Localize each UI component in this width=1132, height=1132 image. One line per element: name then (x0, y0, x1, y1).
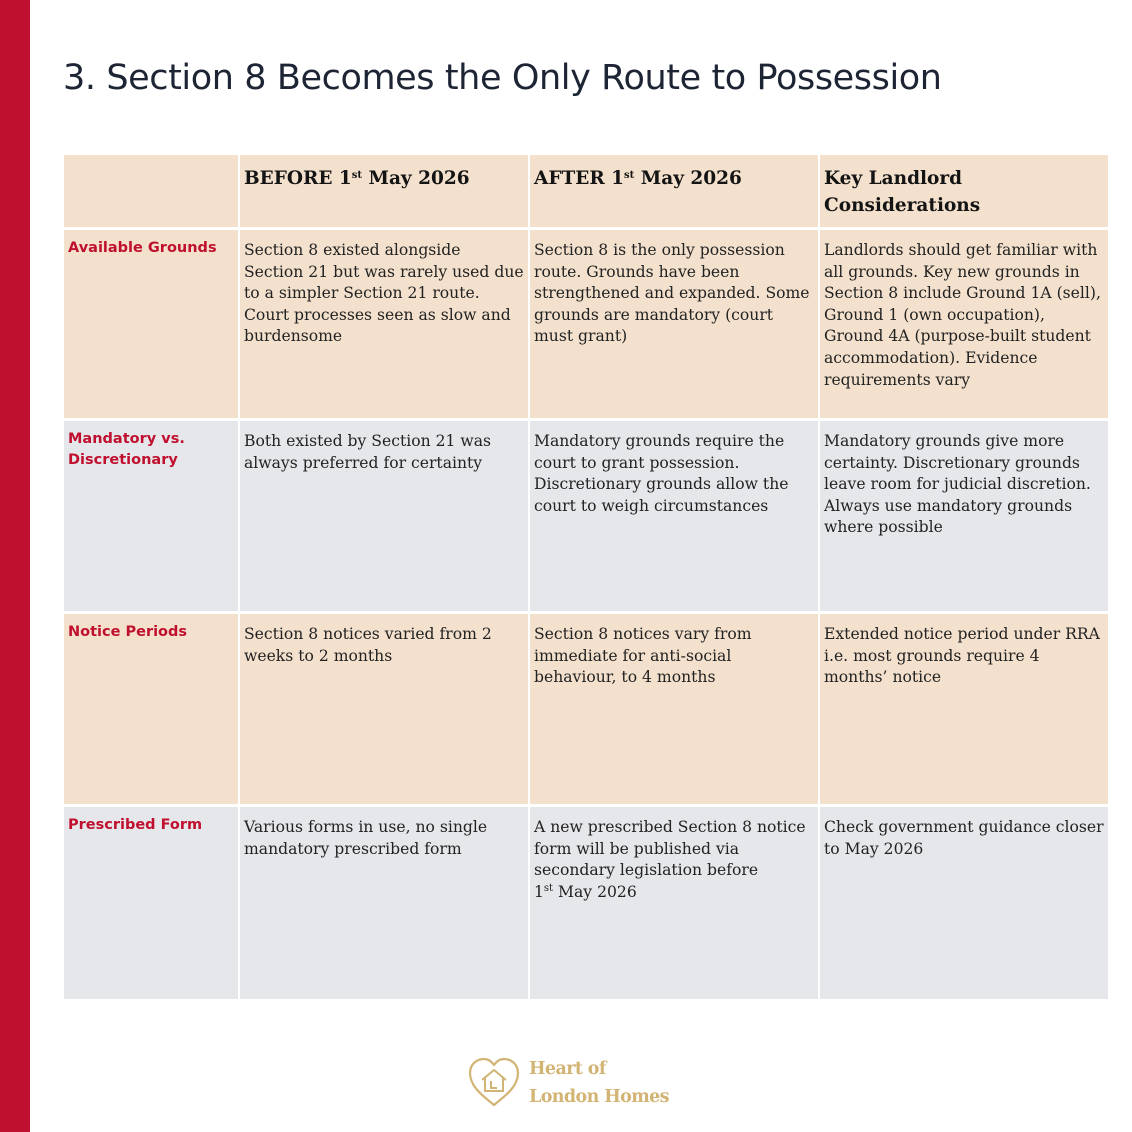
header-after: AFTER 1st May 2026 (530, 155, 818, 227)
side-accent-bar (0, 0, 30, 1132)
header-before: BEFORE 1st May 2026 (240, 155, 528, 227)
cell-before-notice-periods: Section 8 notices varied from 2 weeks to 2 months (240, 614, 528, 804)
heart-house-icon (466, 1055, 522, 1109)
cell-after-notice-periods: Section 8 notices vary from immediate for anti-social behaviour, to 4 months (530, 614, 818, 804)
company-logo (466, 1055, 669, 1109)
cell-considerations-prescribed-form: Check government guidance closer to May 2026 (820, 807, 1108, 999)
row-label-notice-periods: Notice Periods (64, 614, 238, 804)
cell-considerations-notice-periods: Extended notice period under RRA i.e. most grounds require 4 months’ notice (820, 614, 1108, 804)
cell-considerations-mandatory-discretionary: Mandatory grounds give more certainty. Discretionary grounds leave room for judicial discretion. Always use mandatory grounds where possible (820, 421, 1108, 611)
row-label-available-grounds: Available Grounds (64, 230, 238, 418)
cell-before-mandatory-discretionary: Both existed by Section 21 was always preferred for certainty (240, 421, 528, 611)
cell-after-mandatory-discretionary: Mandatory grounds require the court to grant possession. Discretionary grounds allow the court to weigh circumstances (530, 421, 818, 611)
header-considerations: Key Landlord Considerations (820, 155, 1108, 227)
cell-after-prescribed-form: A new prescribed Section 8 notice form will be published via secondary legislation before 1st May 2026 (530, 807, 818, 999)
row-label-prescribed-form: Prescribed Form (64, 807, 238, 999)
cell-considerations-available-grounds: Landlords should get familiar with all grounds. Key new grounds in Section 8 include Ground 1A (sell), Ground 1 (own occupation), Ground 4A (purpose-built student accommodation). Evidence requirements vary (820, 230, 1108, 418)
cell-before-prescribed-form: Various forms in use, no single mandatory prescribed form (240, 807, 528, 999)
comparison-table (64, 155, 1108, 999)
header-empty-cell (64, 155, 238, 227)
page-title: 3. Section 8 Becomes the Only Route to Possession (63, 58, 942, 98)
cell-after-available-grounds: Section 8 is the only possession route. Grounds have been strengthened and expanded. Some grounds are mandatory (court must grant) (530, 230, 818, 418)
logo-wordmark: Heart of London Homes (529, 1059, 669, 1107)
cell-before-available-grounds: Section 8 existed alongside Section 21 but was rarely used due to a simpler Section 21 route. Court processes seen as slow and burdensome (240, 230, 528, 418)
row-label-mandatory-discretionary: Mandatory vs. Discretionary (64, 421, 238, 611)
